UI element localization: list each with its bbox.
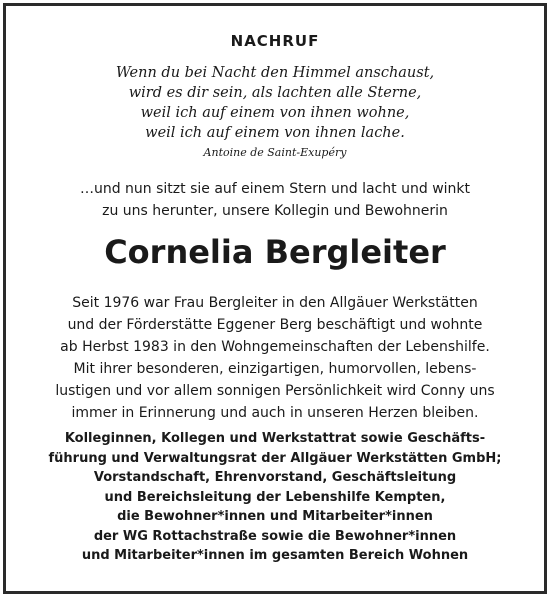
bio-line: und der Förderstätte Eggener Berg beschäftigt und wohnte xyxy=(67,317,483,333)
mourner-line: und Bereichsleitung der Lebenshilfe Kempten, xyxy=(104,489,446,505)
mourner-line: Vorstandschaft, Ehrenvorstand, Geschäftsleitung xyxy=(93,470,457,485)
bio-line: immer in Erinnerung und auch in unseren Herzen bleiben. xyxy=(71,405,479,421)
mourners-signature xyxy=(6,429,544,566)
mourner-line: Kolleginnen, Kollegen und Werkstattrat sowie Geschäfts- xyxy=(64,431,486,446)
poem-line: weil ich auf einem von ihnen lache. xyxy=(145,125,405,141)
intro-line: zu uns herunter, unsere Kollegin und Bewohnerin xyxy=(102,203,448,219)
poem-line: weil ich auf einem von ihnen wohne, xyxy=(140,105,410,121)
mourner-line: der WG Rottachstraße sowie die Bewohner*innen xyxy=(93,528,457,544)
mourner-line: führung und Verwaltungsrat der Allgäuer Werkstätten GmbH; xyxy=(48,450,502,466)
poem-line: wird es dir sein, als lachten alle Sterne, xyxy=(128,85,422,101)
biography-text xyxy=(6,292,544,424)
poem-author: Antoine de Saint-Exupéry xyxy=(203,146,347,159)
deceased-name: Cornelia Bergleiter xyxy=(104,233,446,271)
mourner-line: die Bewohner*innen und Mitarbeiter*innen xyxy=(117,509,433,524)
mourner-line: und Mitarbeiter*innen im gesamten Bereich Wohnen xyxy=(81,548,469,563)
poem-line: Wenn du bei Nacht den Himmel anschaust, xyxy=(115,65,435,81)
bio-line: lustigen und vor allem sonnigen Persönlichkeit wird Conny uns xyxy=(55,383,495,399)
bio-line: Seit 1976 war Frau Bergleiter in den Allgäuer Werkstätten xyxy=(72,295,478,311)
bio-line: ab Herbst 1983 in den Wohngemeinschaften der Lebenshilfe. xyxy=(60,339,490,355)
poem-quote xyxy=(6,63,544,143)
obituary-notice xyxy=(3,3,547,594)
intro-line: …und nun sitzt sie auf einem Stern und lacht und winkt xyxy=(79,181,471,197)
bio-line: Mit ihrer besonderen, einzigartigen, humorvollen, lebens- xyxy=(73,361,477,377)
intro-text xyxy=(6,178,544,222)
notice-heading: NACHRUF xyxy=(230,32,320,50)
